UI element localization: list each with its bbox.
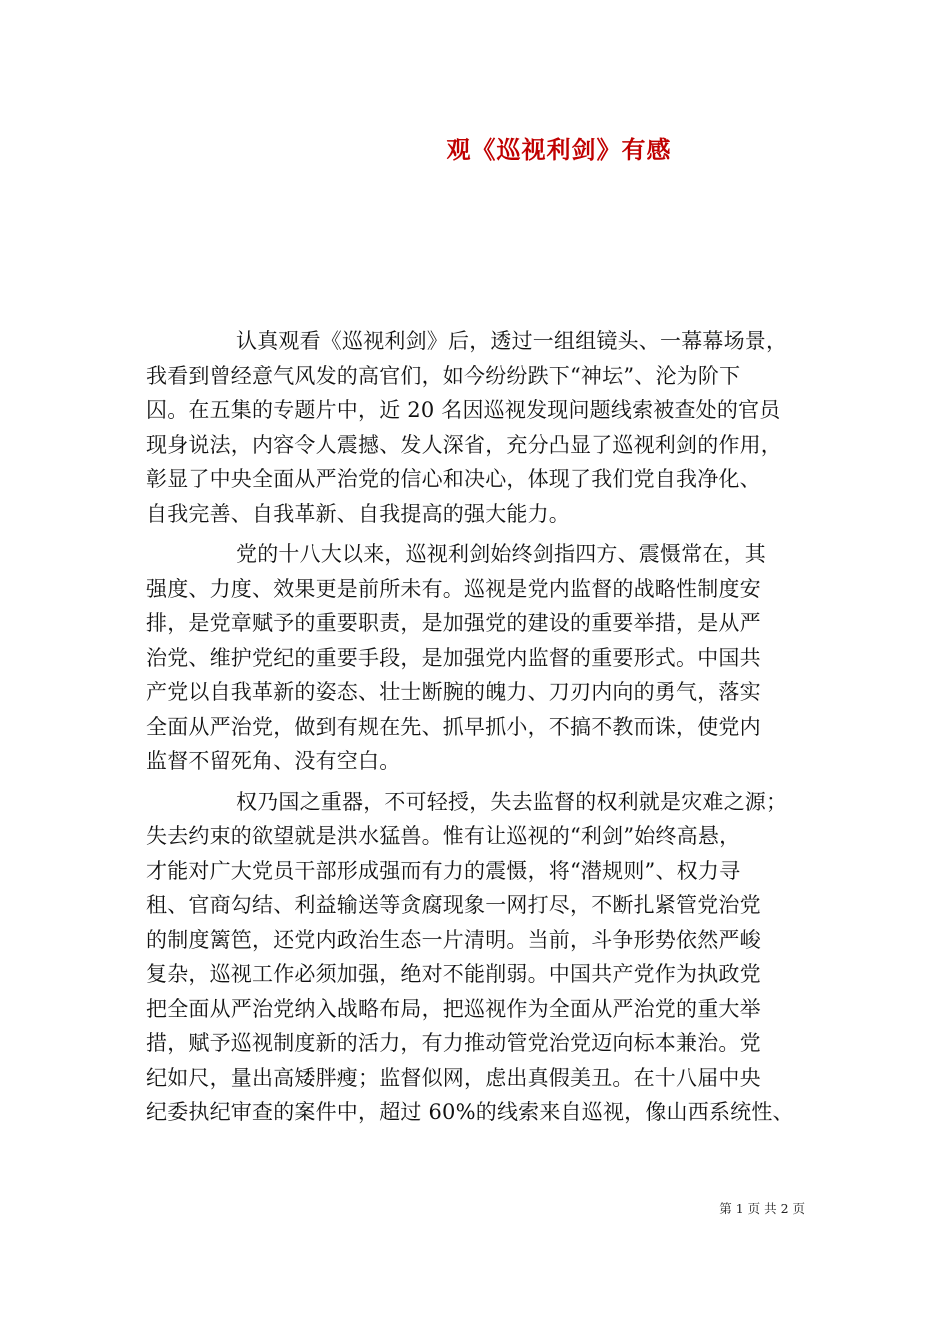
text-line: 囚。在五集的专题片中，近 20 名因巡视发现问题线索被查处的官员: [146, 398, 781, 422]
text-line: 把全面从严治党纳入战略布局，把巡视作为全面从严治党的重大举: [146, 996, 761, 1021]
text-line: 才能对广大党员干部形成强而有力的震慑，将“潜规则”、权力寻: [146, 858, 741, 883]
text-line: 党的十八大以来，巡视利剑始终剑指四方、震慑常在，其: [236, 542, 766, 566]
paragraph-3: [146, 785, 826, 1130]
text-line: 租、官商勾结、利益输送等贪腐现象一网打尽，不断扎紧管党治党: [146, 893, 761, 917]
text-line: 认真观看《巡视利剑》后，透过一组组镜头、一幕幕场景，: [236, 329, 788, 353]
text-line: 我看到曾经意气风发的高官们，如今纷纷跌下“神坛”、沦为阶下: [146, 363, 741, 388]
text-line: 自我完善、自我革新、自我提高的强大能力。: [146, 501, 570, 526]
text-line: 强度、力度、效果更是前所未有。巡视是党内监督的战略性制度安: [146, 576, 761, 601]
page-number-footer: 第 1 页 共 2 页: [719, 1201, 805, 1216]
text-line: 权乃国之重器，不可轻授，失去监督的权利就是灾难之源；: [236, 789, 788, 814]
text-line: 纪委执纪审查的案件中，超过 60%的线索来自巡视，像山西系统性、: [146, 1100, 794, 1124]
text-line: 失去约束的欲望就是洪水猛兽。惟有让巡视的“利剑”始终高悬，: [146, 824, 741, 848]
text-line: 全面从严治党，做到有规在先、抓早抓小，不搞不教而诛，使党内: [146, 714, 761, 739]
text-line: 产党以自我革新的姿态、壮士断腕的魄力、刀刃内向的勇气，落实: [146, 680, 761, 704]
text-line: 排，是党章赋予的重要职责，是加强党的建设的重要举措，是从严: [146, 611, 761, 635]
paragraph-2: [146, 537, 826, 779]
document-body: [146, 324, 826, 1130]
document-title: 观《巡视利剑》有感: [446, 135, 672, 164]
text-line: 治党、维护党纪的重要手段，是加强党内监督的重要形式。中国共: [146, 645, 761, 670]
text-line: 监督不留死角、没有空白。: [146, 749, 401, 773]
text-line: 的制度篱笆，还党内政治生态一片清明。当前，斗争形势依然严峻: [146, 927, 761, 952]
text-line: 纪如尺，量出高矮胖瘦；监督似网，虑出真假美丑。在十八届中央: [146, 1065, 761, 1090]
text-line: 措，赋予巡视制度新的活力，有力推动管党治党迈向标本兼治。党: [146, 1031, 761, 1055]
paragraph-1: [146, 324, 826, 531]
text-line: 彰显了中央全面从严治党的信心和决心，体现了我们党自我净化、: [146, 467, 761, 491]
text-line: 复杂，巡视工作必须加强，绝对不能削弱。中国共产党作为执政党: [146, 962, 761, 986]
text-line: 现身说法，内容令人震撼、发人深省，充分凸显了巡视利剑的作用，: [146, 432, 782, 457]
